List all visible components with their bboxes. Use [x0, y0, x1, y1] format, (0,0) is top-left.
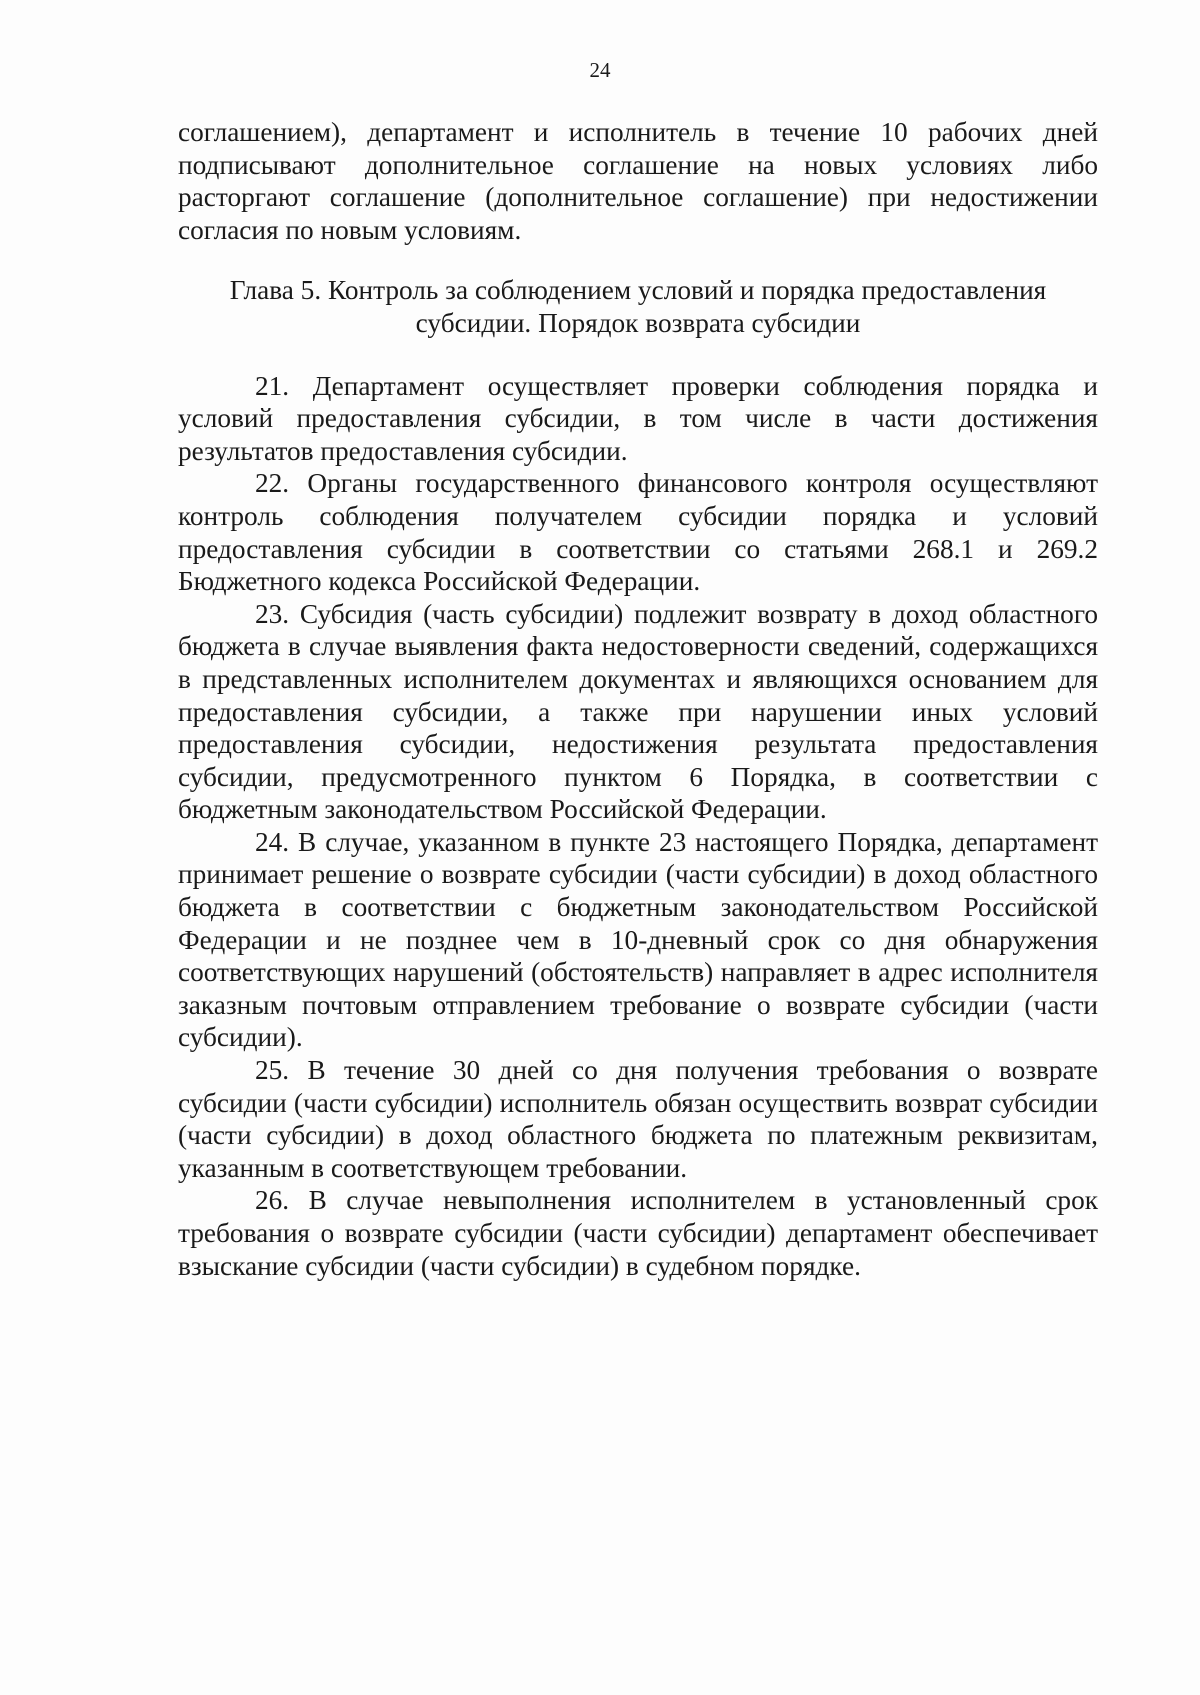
document-body	[178, 116, 1098, 1282]
paragraph-23: 23. Субсидия (часть субсидии) подлежит возврату в доход областного бюджета в случае выявления факта недостоверности сведений, содержащихся в представленных исполнителем документах и являющихся основанием для предоставления субсидии, а также при нарушении иных условий предоставления субсидии, недостижения результата предоставления субсидии, предусмотренного пунктом 6 Порядка, в соответствии с бюджетным законодательством Российской Федерации.	[178, 598, 1098, 825]
paragraph-25: 25. В течение 30 дней со дня получения требования о возврате субсидии (части субсидии) исполнитель обязан осуществить возврат субсидии (части субсидии) в доход областного бюджета по платежным реквизитам, указанным в соответствующем требовании.	[178, 1055, 1098, 1183]
spacer	[178, 246, 1098, 274]
page-number: 24	[589, 58, 611, 82]
paragraph-21: 21. Департамент осуществляет проверки соблюдения порядка и условий предоставления субсидии, в том числе в части достижения результатов предоставления субсидии.	[178, 370, 1098, 466]
paragraph-26: 26. В случае невыполнения исполнителем в установленный срок требования о возврате субсидии (части субсидии) департамент обеспечивает взыскание субсидии (части субсидии) в судебном порядке.	[178, 1185, 1098, 1281]
chapter-heading	[178, 274, 1098, 339]
spacer	[178, 340, 1098, 370]
chapter-heading-line-1: Глава 5. Контроль за соблюдением условий и порядка предоставления	[229, 275, 1047, 306]
paragraph-22: 22. Органы государственного финансового контроля осуществляют контроль соблюдения получателем субсидии порядка и условий предоставления субсидии в соответствии со статьями 268.1 и 269.2 Бюджетного кодекса Российской Федерации.	[178, 468, 1098, 597]
paragraph-24: 24. В случае, указанном в пункте 23 настоящего Порядка, департамент принимает решение о возврате субсидии (части субсидии) в доход областного бюджета в соответствии с бюджетным законодательством Российской Федерации и не позднее чем в 10-дневный срок со дня обнаружения соответствующих нарушений (обстоятельств) направляет в адрес исполнителя заказным почтовым отправлением требование о возврате субсидии (части субсидии).	[178, 826, 1098, 1053]
continuation-paragraph: соглашением), департамент и исполнитель в течение 10 рабочих дней подписывают дополнительное соглашение на новых условиях либо расторгают соглашение (дополнительное соглашение) при недостижении согласия по новым условиям.	[178, 117, 1098, 245]
chapter-heading-line-2: субсидии. Порядок возврата субсидии	[415, 307, 861, 338]
